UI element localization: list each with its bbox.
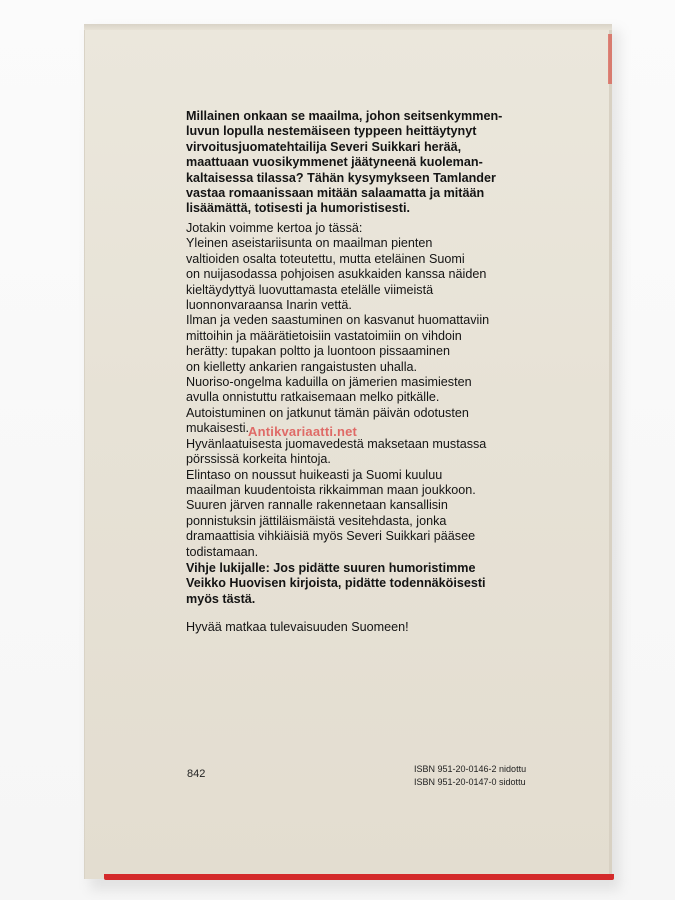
intro-line: Millainen onkaan se maailma, johon seitsenkymmen- — [186, 109, 503, 123]
intro-line: maattuaan vuosikymmenet jäätyneenä kuoleman- — [186, 155, 483, 170]
body-line: Ilman ja veden saastuminen on kasvanut huomattaviin — [186, 313, 490, 328]
reader-tip-line: Vihje lukijalle: Jos pidätte suuren humoristimme — [186, 561, 476, 575]
body-line: mukaisesti. — [186, 421, 249, 436]
body-line: todistamaan. — [186, 544, 259, 559]
body-line: ponnistuksin jättiläismäistä vesitehdasta, jonka — [186, 513, 447, 528]
isbn-block — [414, 763, 526, 788]
body-line: luonnonvaraansa Inarin vettä. — [186, 298, 352, 313]
body-line: Suuren järven rannalle rakennetaan kansallisin — [186, 498, 448, 513]
intro-line: vastaa romaanissaan mitään salaamatta ja mitään — [186, 186, 485, 201]
body-line: Elintaso on noussut huikeasti ja Suomi kuuluu — [186, 467, 443, 482]
reader-tip-paragraph — [186, 561, 546, 607]
body-line: Hyvänlaatuisesta juomavedestä maksetaan mustassa — [186, 436, 487, 451]
body-line: dramaattisia vihkiäisiä myös Severi Suikkari pääsee — [186, 529, 476, 544]
catalog-number: 842 — [187, 768, 206, 780]
body-line: on nuijasodassa pohjoisen asukkaiden kanssa näiden — [186, 267, 487, 282]
body-paragraph — [186, 221, 546, 560]
intro-line: luvun lopulla nestemäiseen typpeen heittäytynyt — [186, 124, 477, 139]
red-binding-edge-bottom — [104, 874, 614, 880]
body-line: Autoistuminen on jatkunut tämän päivän odotusten — [186, 405, 469, 420]
body-line: Yleinen aseistariisunta on maailman pienten — [186, 236, 433, 251]
red-binding-edge-top — [608, 34, 612, 84]
body-line: mittoihin ja määrätietoisiin vastatoimiin on vihdoin — [186, 328, 462, 343]
body-line: herätty: tupakan poltto ja luontoon pissaaminen — [186, 344, 450, 359]
body-line: kieltäydyttyä luovuttamasta etelälle viimeistä — [186, 282, 434, 297]
intro-line: kaltaisessa tilassa? Tähän kysymykseen Tamlander — [186, 170, 496, 185]
intro-line: virvoitusjuomatehtailija Severi Suikkari herää, — [186, 139, 462, 154]
cover-top-edge — [84, 24, 612, 30]
reader-tip-line: Veikko Huovisen kirjoista, pidätte todennäköisesti — [186, 576, 486, 591]
watermark: Antikvariaatti.net — [248, 424, 358, 439]
body-line: avulla onnistuttu ratkaisemaan melko pitkälle. — [186, 390, 440, 405]
body-line: Nuoriso-ongelma kaduilla on jämerien masimiesten — [186, 375, 472, 390]
body-line: pörssissä korkeita hintoja. — [186, 452, 331, 467]
intro-paragraph — [186, 109, 546, 217]
body-line: on kielletty ankarien rangaistusten uhalla. — [186, 359, 418, 374]
intro-line: lisäämättä, totisesti ja humoristisesti. — [186, 201, 410, 216]
body-line: maailman kuudentoista rikkaimman maan joukkoon. — [186, 482, 476, 497]
isbn-line: ISBN 951-20-0147-0 sidottu — [414, 776, 526, 787]
closing-greeting: Hyvää matkaa tulevaisuuden Suomeen! — [186, 620, 409, 634]
reader-tip-line: myös tästä. — [186, 591, 256, 606]
body-line: Jotakin voimme kertoa jo tässä: — [186, 221, 363, 235]
isbn-line: ISBN 951-20-0146-2 nidottu — [414, 764, 527, 774]
body-line: valtioiden osalta toteutettu, mutta eteläinen Suomi — [186, 251, 465, 266]
